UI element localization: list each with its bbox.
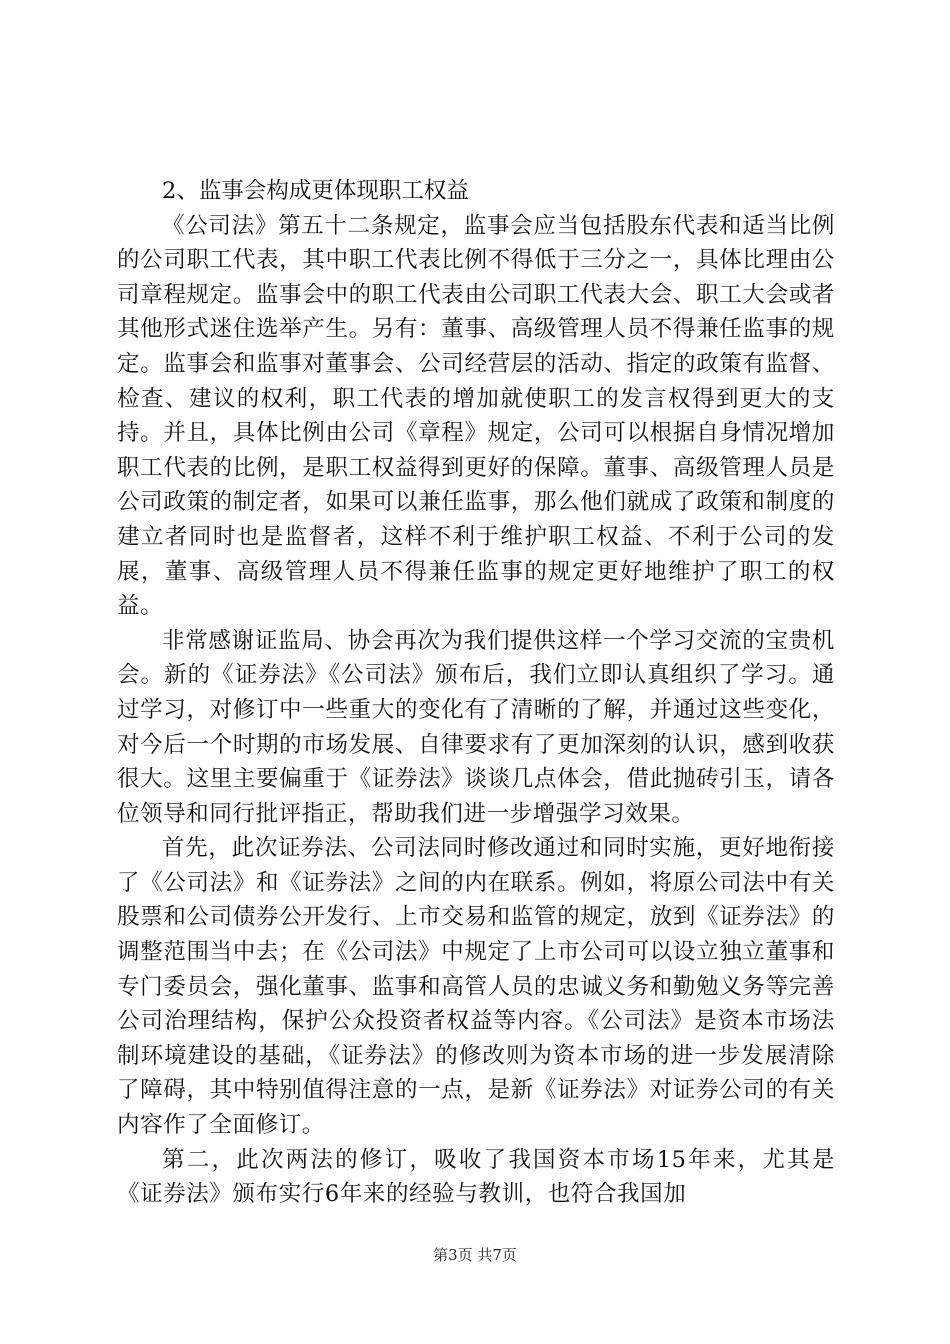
paragraph-acknowledgement: 非常感谢证监局、协会再次为我们提供这样一个学习交流的宝贵机会。新的《证券法》《公司法》颁布后，我们立即认真组织了学习。通过学习，对修订中一些重大的变化有了清晰的了解，并通过这些变化，对今后一个时期的市场发展、自律要求有了更加深刻的认识，感到收获很大。这里主要偏重于《证券法》谈谈几点体会，借此抛砖引玉，请各位领导和同行批评指正，帮助我们进一步增强学习效果。 <box>117 627 835 827</box>
document-body <box>117 174 835 1212</box>
section-heading: 2、监事会构成更体现职工权益 <box>162 178 469 204</box>
paragraph-second-point: 第二，此次两法的修订，吸收了我国资本市场15年来，尤其是《证券法》颁布实行6年来的经验与教训，也符合我国加 <box>117 1146 835 1208</box>
paragraph-first-point: 首先，此次证券法、公司法同时修改通过和同时实施，更好地衔接了《公司法》和《证券法》之间的内在联系。例如，将原公司法中有关股票和公司债券公开发行、上市交易和监管的规定，放到《证券法》的调整范围当中去；在《公司法》中规定了上市公司可以设立独立董事和专门委员会，强化董事、监事和高管人员的忠诚义务和勤勉义务等完善公司治理结构，保护公众投资者权益等内容。《公司法》是资本市场法制环境建设的基础，《证券法》的修改则为资本市场的进一步发展清除了障碍，其中特别值得注意的一点，是新《证券法》对证券公司的有关内容作了全面修订。 <box>117 835 835 1139</box>
page-number-footer: 第3页 共7页 <box>433 1246 517 1264</box>
paragraph-supervisory-board: 《公司法》第五十二条规定，监事会应当包括股东代表和适当比例的公司职工代表，其中职工代表比例不得低于三分之一，具体比理由公司章程规定。监事会中的职工代表由公司职工代表大会、职工大会或者其他形式迷住选举产生。另有：董事、高级管理人员不得兼任监事的规定。监事会和监事对董事会、公司经营层的活动、指定的政策有监督、检查、建议的权利，职工代表的增加就使职工的发言权得到更大的支持。并且，具体比例由公司《章程》规定，公司可以根据自身情况增加职工代表的比例，是职工权益得到更好的保障。董事、高级管理人员是公司政策的制定者，如果可以兼任监事，那么他们就成了政策和制度的建立者同时也是监督者，这样不利于维护职工权益、不利于公司的发展，董事、高级管理人员不得兼任监事的规定更好地维护了职工的权益。 <box>117 212 835 620</box>
